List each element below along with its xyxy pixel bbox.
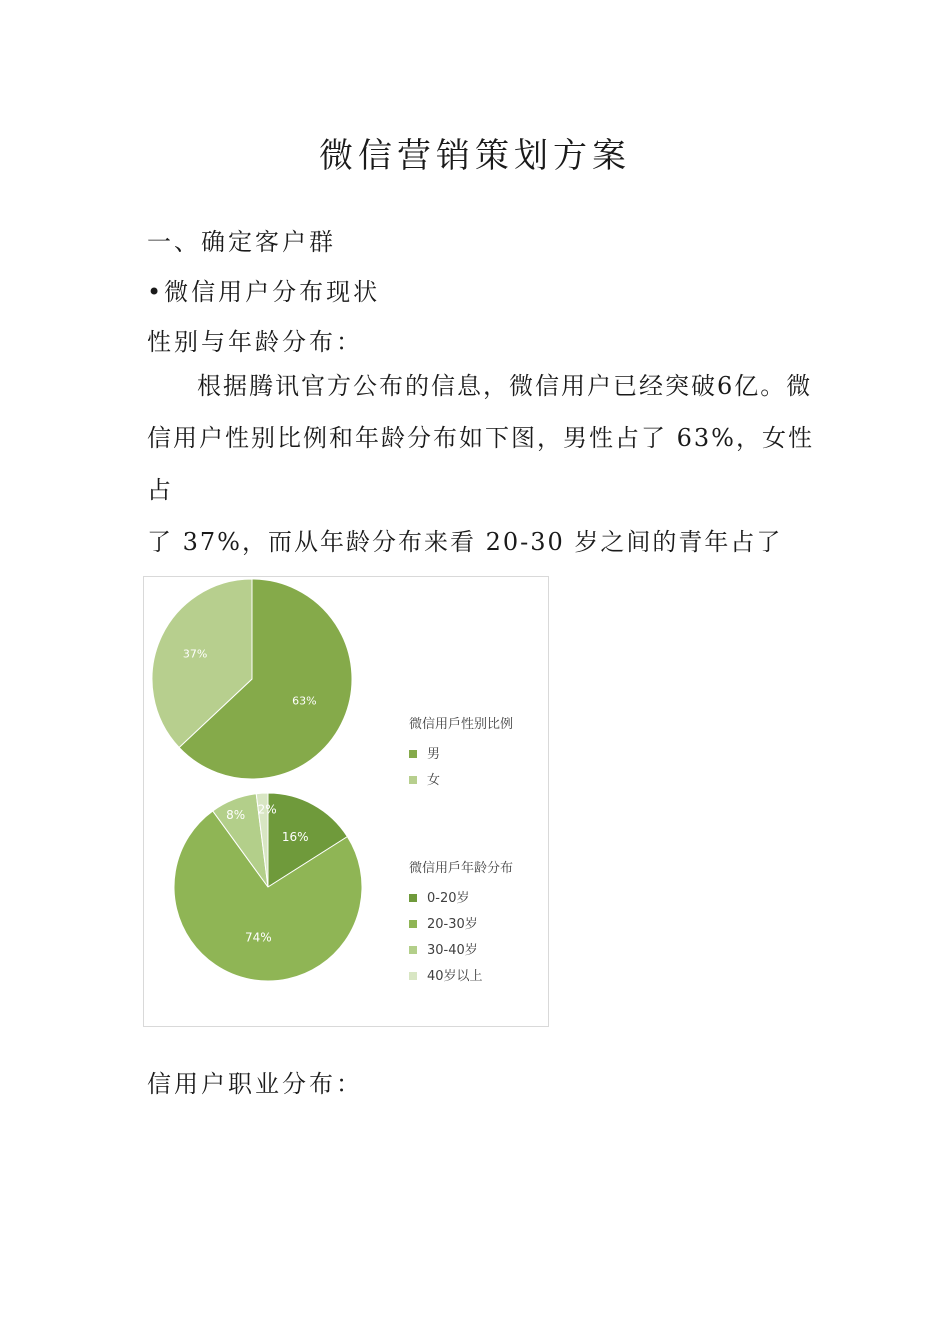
pie-data-label: 16% — [281, 830, 309, 845]
legend-item — [409, 886, 513, 912]
legend-item — [409, 938, 513, 964]
bullet-heading: •微信用户分布现状 — [147, 278, 381, 306]
section-heading: 一、确定客户群 — [147, 228, 336, 256]
legend-label: 30-40岁 — [427, 943, 478, 958]
legend-label: 男 — [427, 747, 441, 762]
legend-swatch — [409, 750, 417, 758]
sub-heading: 性别与年龄分布： — [147, 328, 363, 356]
legend-item — [409, 964, 513, 990]
legend-title: 微信用戶年龄分布 — [409, 861, 514, 876]
pie-data-label: 8% — [226, 807, 246, 822]
pie-charts-figure — [143, 576, 549, 1027]
legend-item — [409, 768, 513, 794]
pie-data-label: 74% — [244, 930, 272, 945]
paragraph-line: 信用户性别比例和年龄分布如下图，男性占了 63%，女性占 — [147, 424, 814, 504]
legend-swatch — [409, 972, 417, 980]
legend-label: 20-30岁 — [427, 917, 478, 932]
paragraph-line: 了 37%，而从年龄分布来看 20-30 岁之间的青年占了 — [147, 528, 783, 556]
legend-label: 0-20岁 — [427, 891, 470, 906]
legend-item — [409, 912, 513, 938]
legend-label: 女 — [427, 773, 441, 788]
gender-legend — [409, 713, 513, 794]
pie-data-label: 37% — [182, 647, 208, 661]
legend-label: 40岁以上 — [427, 969, 483, 984]
pie-data-label: 2% — [257, 802, 277, 817]
legend-item — [409, 742, 513, 768]
paragraph-line: 根据腾讯官方公布的信息，微信用户已经突破6亿。微 — [197, 372, 813, 400]
legend-swatch — [409, 946, 417, 954]
pie-data-label: 63% — [292, 694, 317, 708]
page-title: 微信营销策划方案 — [319, 136, 631, 176]
legend-swatch — [409, 920, 417, 928]
age-legend — [409, 857, 513, 990]
legend-title: 微信用戶性别比例 — [409, 717, 514, 732]
career-heading: 信用户职业分布： — [147, 1070, 363, 1098]
legend-swatch — [409, 776, 417, 784]
legend-swatch — [409, 894, 417, 902]
